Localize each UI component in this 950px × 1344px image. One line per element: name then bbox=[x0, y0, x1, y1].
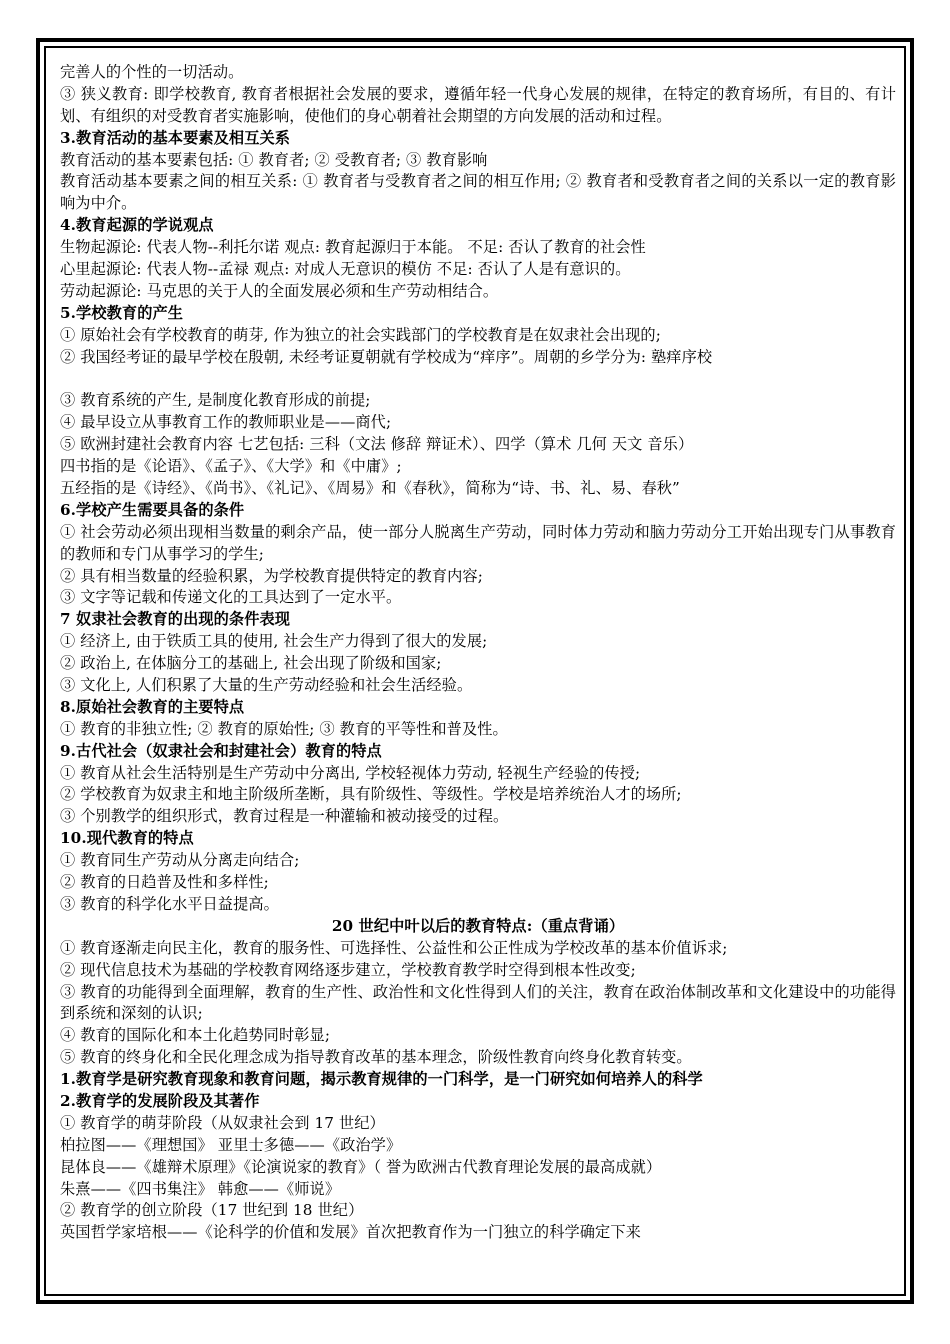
text-line: ① 原始社会有学校教育的萌芽, 作为独立的社会实践部门的学校教育是在奴隶社会出现的; bbox=[60, 325, 661, 344]
text-line: 完善人的个性的一切活动。 bbox=[60, 63, 244, 81]
section-heading: 10.现代教育的特点 bbox=[60, 829, 194, 848]
text-line: ③ 教育系统的产生, 是制度化教育形成的前提; bbox=[60, 391, 371, 410]
text-line: ③ 个别教学的组织形式，教育过程是一种灌输和被动接受的过程。 bbox=[60, 807, 509, 826]
text-line: ③ 狭义教育: 即学校教育, 教育者根据社会发展的要求，遵循年轻一代身心发展的规律，在特定的教育场所，有目的、有计划、有组织的对受教育者实施影响，使他们的身心朝着社会期望的方向发展的活动和过程。 bbox=[60, 84, 896, 125]
text-line: ⑤ 教育的终身化和全民化理念成为指导教育改革的基本理念，阶级性教育向终身化教育转变。 bbox=[60, 1048, 692, 1067]
text-line: 五经指的是《诗经》、《尚书》、《礼记》、《周易》和《春秋》，简称为“诗、书、礼、易、春秋” bbox=[60, 478, 680, 497]
section-heading: 7 奴隶社会教育的出现的条件表现 bbox=[60, 610, 291, 629]
text-line: 柏拉图——《理想国》 亚里士多德——《政治学》 bbox=[60, 1135, 402, 1154]
section-heading: 6.学校产生需要具备的条件 bbox=[60, 500, 245, 519]
text-line: ② 我国经考证的最早学校在殷朝, 未经考证夏朝就有学校成为“痒序”。周朝的乡学分为: 塾痒序校 bbox=[60, 347, 713, 366]
text-line: ① 教育的非独立性; ② 教育的原始性; ③ 教育的平等性和普及性。 bbox=[60, 719, 508, 738]
section-heading: 2.教育学的发展阶段及其著作 bbox=[60, 1091, 260, 1110]
text-line: 生物起源论: 代表人物--利托尔诺 观点: 教育起源归于本能。 不足: 否认了教育的社会性 bbox=[60, 238, 646, 257]
text-line: ③ 教育的科学化水平日益提高。 bbox=[60, 894, 279, 913]
text-line: 劳动起源论: 马克思的关于人的全面发展必须和生产劳动相结合。 bbox=[60, 281, 499, 300]
text-line: ② 教育的日趋普及性和多样性; bbox=[60, 873, 269, 892]
section-heading: 4.教育起源的学说观点 bbox=[60, 216, 214, 235]
text-line: ① 教育从社会生活特别是生产劳动中分离出, 学校轻视体力劳动, 轻视生产经验的传授; bbox=[60, 763, 641, 782]
text-line: 心里起源论: 代表人物--孟禄 观点: 对成人无意识的模仿 不足: 否认了人是有意识的。 bbox=[60, 260, 631, 279]
text-line: ③ 文化上, 人们积累了大量的生产劳动经验和社会生活经验。 bbox=[60, 676, 473, 695]
blank-line bbox=[60, 369, 896, 391]
text-line: ① 社会劳动必须出现相当数量的剩余产品，使一部分人脱离生产劳动，同时体力劳动和脑力劳动分工开始出现专门从事教育的教师和专门从事学习的学生; bbox=[60, 522, 896, 563]
text-line: ① 经济上, 由于铁质工具的使用, 社会生产力得到了很大的发展; bbox=[60, 632, 488, 651]
text-line: ⑤ 欧洲封建社会教育内容 七艺包括: 三科（文法 修辞 辩证术）、四学（算术 几何 天文 音乐） bbox=[60, 435, 694, 454]
text-line: ② 现代信息技术为基础的学校教育网络逐步建立，学校教育教学时空得到根本性改变; bbox=[60, 960, 636, 979]
section-heading: 5.学校教育的产生 bbox=[60, 303, 184, 322]
text-line: 教育活动基本要素之间的相互关系: ① 教育者与受教育者之间的相互作用; ② 教育者和受教育者之间的关系以一定的教育影响为中介。 bbox=[60, 172, 896, 213]
text-line: 四书指的是《论语》、《孟子》、《大学》和《中庸》; bbox=[60, 457, 402, 476]
text-line: ③ 文字等记载和传递文化的工具达到了一定水平。 bbox=[60, 588, 402, 607]
document-body bbox=[60, 62, 896, 1244]
text-line: ④ 最早设立从事教育工作的教师职业是——商代; bbox=[60, 413, 392, 432]
text-line: ① 教育同生产劳动从分离走向结合; bbox=[60, 851, 300, 870]
text-line: ① 教育学的萌芽阶段（从奴隶社会到 17 世纪） bbox=[60, 1113, 385, 1132]
section-heading: 20 世纪中叶以后的教育特点:（重点背诵） bbox=[331, 916, 625, 935]
text-line: 昆体良——《雄辩术原理》《论演说家的教育》（ 誉为欧洲古代教育理论发展的最高成就） bbox=[60, 1157, 662, 1176]
text-line: ① 教育逐渐走向民主化，教育的服务性、可选择性、公益性和公正性成为学校改革的基本价值诉求; bbox=[60, 938, 728, 957]
text-line: ④ 教育的国际化和本土化趋势同时彰显; bbox=[60, 1026, 331, 1045]
text-line: ② 政治上, 在体脑分工的基础上, 社会出现了阶级和国家; bbox=[60, 654, 442, 673]
text-line: ② 具有相当数量的经验积累，为学校教育提供特定的教育内容; bbox=[60, 566, 483, 585]
section-heading: 1.教育学是研究教育现象和教育问题，揭示教育规律的一门科学，是一门研究如何培养人的科学 bbox=[60, 1070, 703, 1089]
text-line: 朱熹——《四书集注》 韩愈——《师说》 bbox=[60, 1179, 341, 1198]
text-line: ② 学校教育为奴隶主和地主阶级所垄断，具有阶级性、等级性。学校是培养统治人才的场所; bbox=[60, 785, 682, 804]
text-line: ③ 教育的功能得到全面理解，教育的生产性、政治性和文化性得到人们的关注，教育在政治体制改革和文化建设中的功能得到系统和深刻的认识; bbox=[60, 982, 896, 1023]
text-line: 英国哲学家培根——《论科学的价值和发展》首次把教育作为一门独立的科学确定下来 bbox=[60, 1223, 641, 1242]
section-heading: 3.教育活动的基本要素及相互关系 bbox=[60, 128, 291, 147]
text-line: ② 教育学的创立阶段（17 世纪到 18 世纪） bbox=[60, 1201, 364, 1220]
text-line: 教育活动的基本要素包括: ① 教育者; ② 受教育者; ③ 教育影响 bbox=[60, 150, 488, 169]
section-heading: 8.原始社会教育的主要特点 bbox=[60, 697, 245, 716]
section-heading: 9.古代社会（奴隶社会和封建社会）教育的特点 bbox=[60, 741, 382, 760]
